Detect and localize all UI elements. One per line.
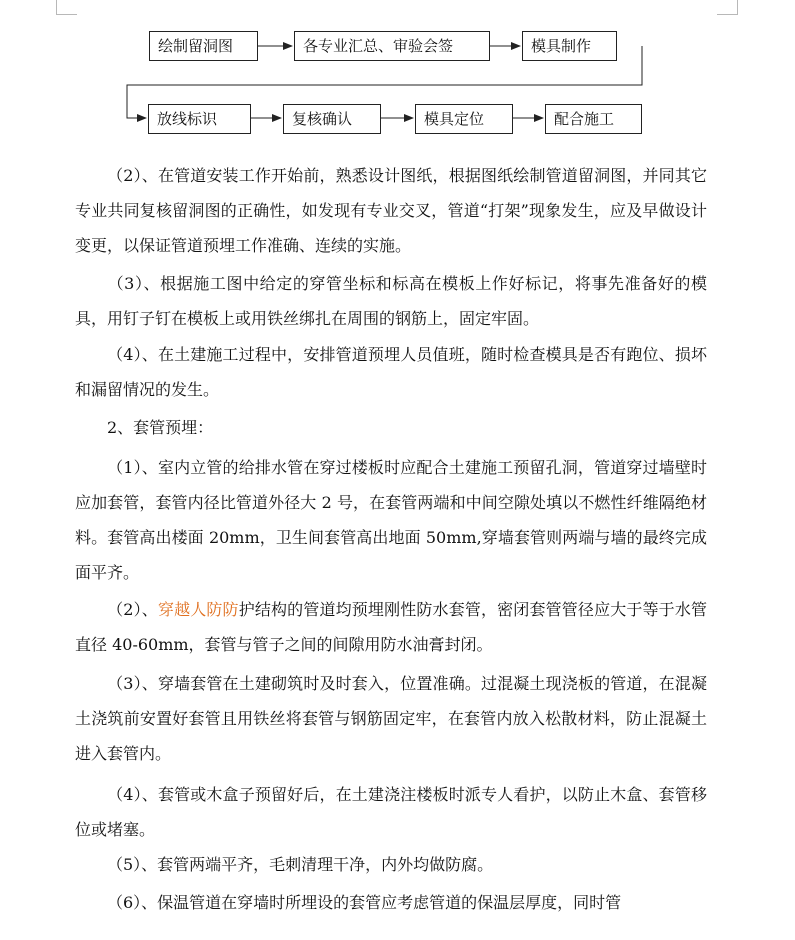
paragraph-sleeve-1: （1）、室内立管的给排水管在穿过楼板时应配合土建施工预留孔洞，管道穿过墙壁时应加套管，套管内径比管道外径大 2 号，在套管两端和中间空隙处填以不燃性纤维隔绝材料。套管高出楼面 20mm，卫生间套管高出地面 50mm,穿墙套管则两端与墙的最终完成面平齐。: [75, 458, 707, 582]
flowchart-connectors: [0, 0, 795, 145]
paragraph-sleeve-3: （3）、穿墙套管在土建砌筑时及时套入，位置准确。过混凝土现浇板的管道，在混凝土浇筑前安置好套管且用铁丝将套管与钢筋固定牢，在套管内放入松散材料，防止混凝土进入套管内。: [75, 674, 707, 763]
highlighted-text: 穿越人防防: [157, 600, 239, 619]
paragraph-sleeve-6: （6）、保温管道在穿墙时所埋设的套管应考虑管道的保温层厚度，同时管: [107, 893, 622, 912]
flow-step-draw-hole-plan: 绘制留洞图: [149, 31, 258, 61]
flow-step-recheck: 复核确认: [283, 104, 381, 134]
flow-step-mold-making: 模具制作: [522, 31, 617, 61]
paragraph-sleeve-4: （4）、套管或木盒子预留好后，在土建浇注楼板时派专人看护，以防止木盒、套管移位或堵塞。: [75, 785, 707, 839]
paragraph-hole-plan: （2）、在管道安装工作开始前，熟悉设计图纸，根据图纸绘制管道留洞图，并同其它专业共同复核留洞图的正确性，如发现有专业交叉，管道“打架”现象发生，应及早做设计变更，以保证管道预埋工作准确、连续的实施。: [75, 166, 707, 255]
paragraph-duty: （4）、在土建施工过程中，安排管道预埋人员值班，随时检查模具是否有跑位、损坏和漏留情况的发生。: [75, 345, 707, 399]
flow-step-cooperate-construction: 配合施工: [545, 104, 642, 134]
paragraph-marking: （3）、根据施工图中给定的穿管坐标和标高在模板上作好标记，将事先准备好的模具，用钉子钉在模板上或用铁丝绑扎在周围的钢筋上，固定牢固。: [75, 274, 707, 328]
paragraph-sleeve-2: （2）、穿越人防防护结构的管道均预埋刚性防水套管，密闭套管管径应大于等于水管直径 40-60mm，套管与管子之间的间隙用防水油膏封闭。: [75, 600, 707, 654]
section-heading-sleeve: 2、套管预埋：: [107, 418, 214, 437]
flow-step-summary-review: 各专业汇总、审验会签: [294, 31, 490, 61]
flow-step-mold-positioning: 模具定位: [415, 104, 513, 134]
flow-step-layout-marking: 放线标识: [148, 104, 251, 134]
paragraph-sleeve-5: （5）、套管两端平齐，毛刺清理干净，内外均做防腐。: [107, 855, 494, 874]
process-flowchart: [0, 0, 795, 145]
